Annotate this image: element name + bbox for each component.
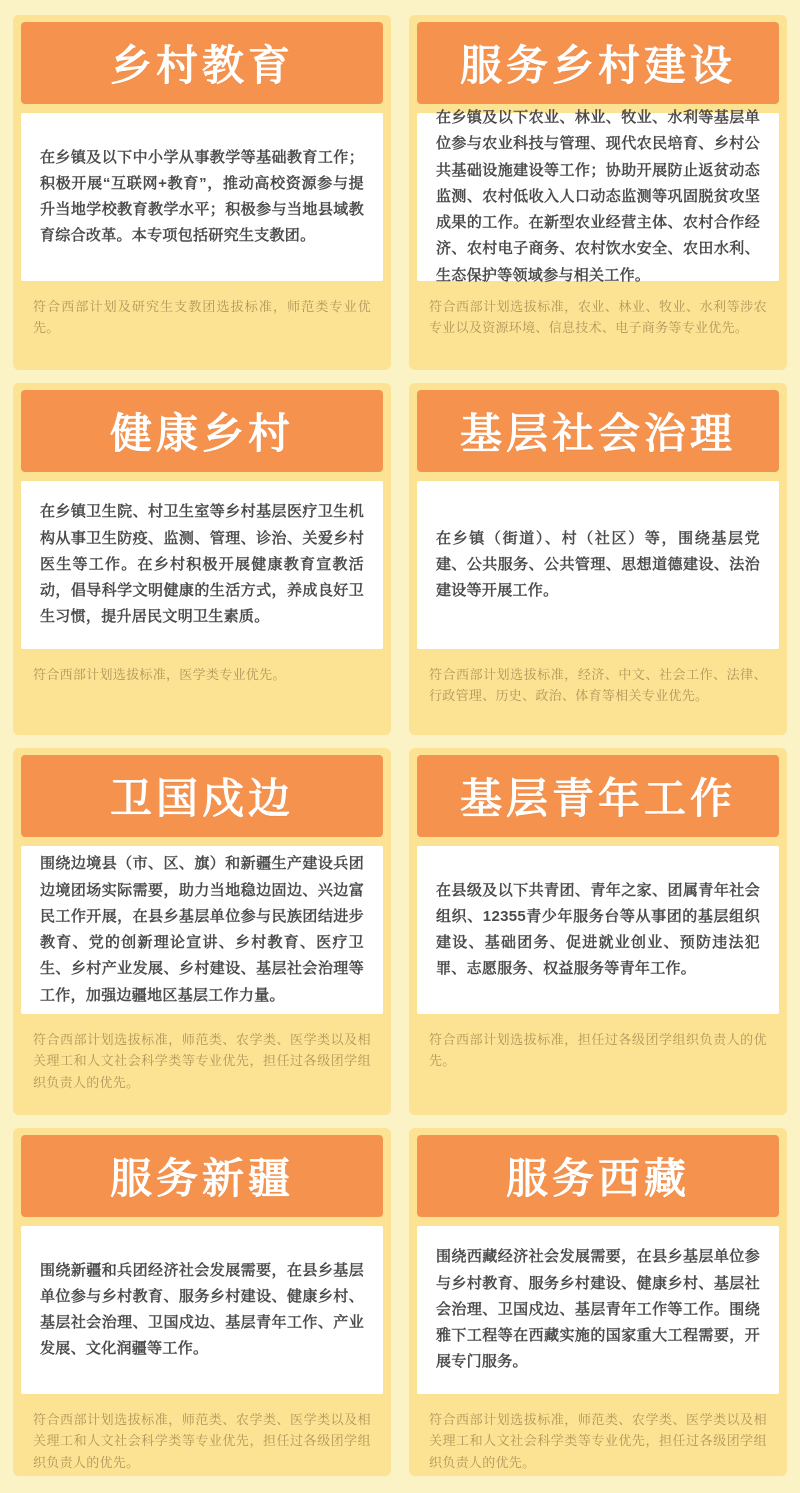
- card-rural-construction: [409, 15, 787, 370]
- card-grassroots-governance: [409, 383, 787, 735]
- card-description: 在县级及以下共青团、青年之家、团属青年社会组织、12355青少年服务台等从事团的基层组织建设、基础团务、促进就业创业、预防违法犯罪、志愿服务、权益服务等青年工作。: [436, 881, 760, 978]
- card-description-box: [417, 1226, 779, 1394]
- card-description-box: [21, 1226, 383, 1394]
- card-header: [417, 755, 779, 837]
- card-rural-education: [13, 15, 391, 370]
- card-note-area: [21, 1014, 383, 1115]
- card-description-box: [21, 481, 383, 649]
- card-serve-tibet: [409, 1128, 787, 1476]
- card-description: 在乡镇及以下中小学从事教学等基础教育工作；积极开展“互联网+教育”，推动高校资源参与提升当地学校教育教学水平；积极参与当地县域教育综合改革。本专项包括研究生支教团。: [40, 148, 364, 245]
- card-note-area: [21, 281, 383, 370]
- card-note: 符合西部计划选拔标准，师范类、农学类、医学类以及相关理工和人文社会科学类等专业优先，担任过各级团学组织负责人的优先。: [33, 1412, 371, 1470]
- card-note: 符合西部计划及研究生支教团选拔标准，师范类专业优先。: [33, 299, 371, 336]
- card-description-box: [21, 846, 383, 1014]
- card-description: 围绕新疆和兵团经济社会发展需要，在县乡基层单位参与乡村教育、服务乡村建设、健康乡村、基层社会治理、卫国戍边、基层青年工作、产业发展、文化润疆等工作。: [40, 1261, 364, 1358]
- card-title: 卫国戍边: [109, 775, 294, 822]
- card-note-area: [417, 1394, 779, 1476]
- card-note-area: [417, 649, 779, 735]
- card-note-area: [21, 1394, 383, 1476]
- card-description: 在乡镇及以下农业、林业、牧业、水利等基层单位参与农业科技与管理、现代农民培育、乡村公共基础设施建设等工作；协助开展防止返贫动态监测、农村低收入人口动态监测等巩固脱贫攻坚成果的工作。在新型农业经营主体、农村合作经济、农村电子商务、农村饮水安全、农田水利、生态保护等领域参与相关工作。: [436, 109, 760, 284]
- card-healthy-village: [13, 383, 391, 735]
- card-note-area: [417, 1014, 779, 1115]
- card-header: [417, 1135, 779, 1217]
- card-description-box: [417, 109, 779, 284]
- card-note: 符合西部计划选拔标准，师范类、农学类、医学类以及相关理工和人文社会科学类等专业优先，担任过各级团学组织负责人的优先。: [429, 1412, 767, 1470]
- card-note-area: [21, 649, 383, 735]
- card-title: 基层青年工作: [459, 775, 736, 822]
- card-description-box: [21, 113, 383, 281]
- card-title: 健康乡村: [109, 410, 294, 457]
- card-header: [21, 22, 383, 104]
- card-description: 围绕边境县（市、区、旗）和新疆生产建设兵团边境团场实际需要，助力当地稳边固边、兴边富民工作开展，在县乡基层单位参与民族团结进步教育、党的创新理论宣讲、乡村教育、医疗卫生、乡村产业发展、乡村建设、基层社会治理等工作，加强边疆地区基层工作力量。: [40, 855, 364, 1004]
- card-header: [21, 390, 383, 472]
- card-title: 服务新疆: [109, 1155, 294, 1202]
- card-border-defense: [13, 748, 391, 1115]
- card-description-box: [417, 481, 779, 649]
- card-note-area: [417, 281, 779, 370]
- card-description: 在乡镇（街道）、村（社区）等，围绕基层党建、公共服务、公共管理、思想道德建设、法治建设等开展工作。: [436, 529, 760, 600]
- card-header: [21, 755, 383, 837]
- card-header: [417, 390, 779, 472]
- card-note: 符合西部计划选拔标准，医学类专业优先。: [33, 667, 286, 682]
- card-title: 基层社会治理: [459, 410, 736, 457]
- card-description-box: [417, 846, 779, 1014]
- card-note: 符合西部计划选拔标准，担任过各级团学组织负责人的优先。: [429, 1032, 767, 1069]
- card-description: 围绕西藏经济社会发展需要，在县乡基层单位参与乡村教育、服务乡村建设、健康乡村、基层社会治理、卫国戍边、基层青年工作等工作。围绕雅下工程等在西藏实施的国家重大工程需要，开展专门服务。: [436, 1248, 760, 1371]
- card-serve-xinjiang: [13, 1128, 391, 1476]
- card-title: 服务西藏: [505, 1155, 690, 1202]
- card-description: 在乡镇卫生院、村卫生室等乡村基层医疗卫生机构从事卫生防疫、监测、管理、诊治、关爱乡村医生等工作。在乡村积极开展健康教育宣教活动，倡导科学文明健康的生活方式，养成良好卫生习惯，提升居民文明卫生素质。: [40, 503, 364, 626]
- card-header: [21, 1135, 383, 1217]
- card-title: 乡村教育: [109, 42, 294, 89]
- card-header: [417, 22, 779, 104]
- card-note: 符合西部计划选拔标准，农业、林业、牧业、水利等涉农专业以及资源环境、信息技术、电子商务等专业优先。: [429, 299, 767, 336]
- card-title: 服务乡村建设: [459, 42, 736, 89]
- card-note: 符合西部计划选拔标准，经济、中文、社会工作、法律、行政管理、历史、政治、体育等相关专业优先。: [429, 667, 767, 704]
- card-grassroots-youth-work: [409, 748, 787, 1115]
- card-note: 符合西部计划选拔标准，师范类、农学类、医学类以及相关理工和人文社会科学类等专业优先，担任过各级团学组织负责人的优先。: [33, 1032, 371, 1090]
